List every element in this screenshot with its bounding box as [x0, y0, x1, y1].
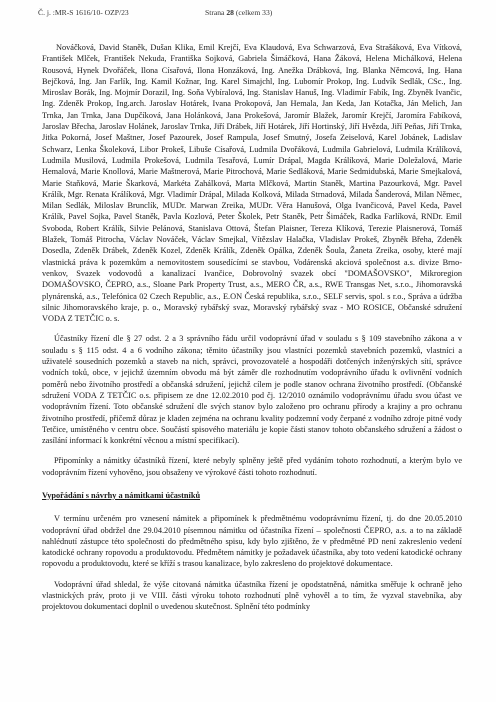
section-heading: [42, 490, 462, 501]
participants-explanation: Účastníky řízení dle § 27 odst. 2 a 3 správního řádu určil vodoprávní úřad v souladu s § 109 stavebního zákona a v souladu s § 115 odst. 4 a 6 vodního zákona; těmito účastníky jsou vlastníci pozemků stavebních pozemků, vlastníci a uživatelé sousedních pozemků a staveb na nich, správci, provozovatelé a hospodáři dotčených inženýrských sítí, správce vodních toků, obce, v jejichž územním obvodu má být záměr dle rozhodnutím vodoprávního úřadu k ovlivnění vodních poměrů nebo životního prostředí a občanská sdružení, jejichž cílem je podle stanov ochrana životního prostředí. (Občanské sdružení VODA Z TETČIC o.s. připisem ze dne 12.02.2010 pod čj. 12/2010 oznámilo vodoprávnímu úřadu svou účast ve vodoprávním řízení. Toto občanské sdružení dle svých stanov bylo založeno pro ochranu přírody a krajiny a pro ochranu životního prostředí, přičemž důraz je kladen zejména na ochranu kvality podzemní vody čerpané z vodního zdroje pitné vody Tetčice, umístěného v centru obce. Součástí spisového materiálu je kopie části stanov tohoto občanského sdružení a žádost o zasílání informací k konkrétní věcnou a místní specifikací).: [42, 334, 462, 446]
page-number: 28: [226, 8, 234, 17]
document-body: [42, 42, 462, 613]
page-total: (celkem 33): [235, 8, 273, 17]
page-indicator: [205, 8, 272, 17]
section-heading-text: Vypořádání s návrhy a námitkami účastníků: [42, 490, 201, 500]
page-label: Strana: [205, 8, 225, 17]
section-paragraph-2: Vodoprávní úřad shledal, že výše citovaná námitka účastníka řízení je opodstatněná, námitka směřuje k ochraně jeho vlastnických práv, proto ji ve VIII. části výroku tohoto rozhodnutí plně vyhověl a to tím, že vyzval stavebníka, aby projektovou dokumentaci doplnil o uvedenou skutečnost. Splnění této podmínky: [42, 579, 462, 612]
objections-intro: Připomínky a námitky účastníků řízení, které nebyly splněny ještě před vydáním tohoto rozhodnutí, a kterým bylo ve vodoprávním řízení vyhověno, jsou obsaženy ve výrokové části tohoto rozhodnutí.: [42, 456, 462, 477]
participants-list: Nováčková, David Staněk, Dušan Klika, Emil Krejčí, Eva Klaudová, Eva Schwarzová, Eva Strašáková, Eva Vítková, František Mlček, František Nekuda, Františka Sojková, Gabriela Šimáčková, Hana Žáková, Helena Michálková, Helena Rousová, Hynek Dvořáček, Ilona Císařová, Ilona Honzáková, Ing. Anežka Drábková, Ing. Blanka Němcová, Ing. Hana Bejčková, Ing. Jan Farlík, Ing. Kamil Kožnar, Ing. Karel Simajchl, Ing. Lubomír Prokop, Ing. Ludvík Sedlák, CSc., Ing. Miroslav Borák, Ing. Mojmír Dorazil, Ing. Soňa Vybíralová, Ing. Stanislav Hanuš, Ing. Vladimír Fabík, Ing. Zbyněk Ivančic, Ing. Zdeněk Prokop, Ing.arch. Jaroslav Hotárek, Ivana Prokopová, Jan Hemala, Jan Keda, Jan Kotačka, Ján Melich, Jan Trnka, Jan Trnka, Jana Dupčíková, Jana Holánková, Jana Prokešová, Jaromír Blažek, Jaromír Krejčí, Jaromíra Fabíková, Jaroslav Břecha, Jaroslav Holánek, Jaroslav Trnka, Jiří Drábek, Jiří Hotárek, Jiří Hortinský, Jiří Hvězda, Jiří Peňas, Jiří Trnka, Jitka Pokorná, Josef Maštner, Josef Pazourek, Josef Rampula, Josef Smutný, Josefa Zeiselová, Karel Jobánek, Ladislav Schwarz, Lenka Školeková, Libor Prokeš, Libuše Císařová, Ludmila Dvořáková, Ludmila Gabrielová, Ludmila Králíková, Ludmila Musilová, Ludmila Prokešová, Ludmila Tesařová, Lumír Drápal, Magda Králíková, Marie Doležalová, Marie Hemalová, Marie Knollová, Marie Maštnerová, Marie Pitrochová, Marie Sedláková, Marie Sedmidubská, Marie Smejkalová, Marie Staňková, Marie Škarková, Markéta Zahálková, Marta Mlčková, Martin Staněk, Martina Pazourková, Mgr. Pavel Králík, Mgr. Renata Králíková, Mgr. Vladimír Drápal, Milada Kolková, Milada Strnadová, Milada Šanderová, Milan Němec, Milan Sedlák, Miloslav Brunclík, MUDr. Marwan Zreika, MUDr. Věra Hanušová, Olga Ivančicová, Pavel Keda, Pavel Králík, Pavel Sojka, Pavel Staněk, Pavla Kozlová, Peter Školek, Petr Staněk, Petr Šimáček, Radka Farlíková, RNDr. Emil Svoboda, Robert Králík, Silvie Pelánová, Stanislava Ottová, Štefan Plaisner, Tereza Klíková, Terezie Plaisnerová, Tomáš Blažek, Tomáš Pitrocha, Václav Nováček, Václav Smejkal, Vítězslav Halačka, Vladislav Prokeš, Zbyněk Břeha, Zdeněk Dosedla, Zdeněk Drábek, Zdeněk Kozel, Zdeněk Králík, Zdeněk Opálka, Zdeněk Šoula, Žaneta Zreika, osoby, které mají vlastnická práva k pozemkům a nemovitostem sousedícími se stavbou, Vodárenská akciová společnost a.s. divize Brno- venkov, Svazek vodovodů a kanalizací Ivančice, Dobrovolný svazek obcí "DOMAŠOVSKO", Mikroregion DOMAŠOVSKO, ČEPRO, a.s., Sloane Park Property Trust, a.s., MERO ČR, a.s., RWE Transgas Net, s.r.o., Jihomoravská plynárenská, a.s., Telefónica 02 Czech Republic, a.s., E.ON Česká republika, s.r.o., SELF servis, spol. s r.o., Správa a údržba silnic Jihomoravského kraje, p. o., Moravský rybářský svaz, Moravský rybářský svaz - MO ROSICE, Občanské sdružení VODA Z TETČIC o. s.: [42, 43, 462, 324]
section-paragraph-1: V termínu určeném pro vznesení námitek a připomínek k předmětnému vodoprávnímu řízení, tj. do dne 20.05.2010 vodoprávní úřad obdržel dne 29.04.2010 písemnou námitku od účastníka řízení – společnosti ČEPRO, a.s. a to na základě nahlédnutí zástupce této společnosti do předmětného spisu, kdy bylo zjištěno, že v předmětné PD není zakreslenio vedení katodické ochrany ropovodu a produktovodu. Předmětem námitky je požadavek účastníka, aby toto vedení katodické ochrany ropovodu a produktovodu, které se kříží s trasou kanalizace, bylo zakresleno do projektové dokumentace.: [42, 514, 462, 569]
document-reference: Č. j. :MR-S 1616/10- OZP/23: [38, 8, 129, 17]
